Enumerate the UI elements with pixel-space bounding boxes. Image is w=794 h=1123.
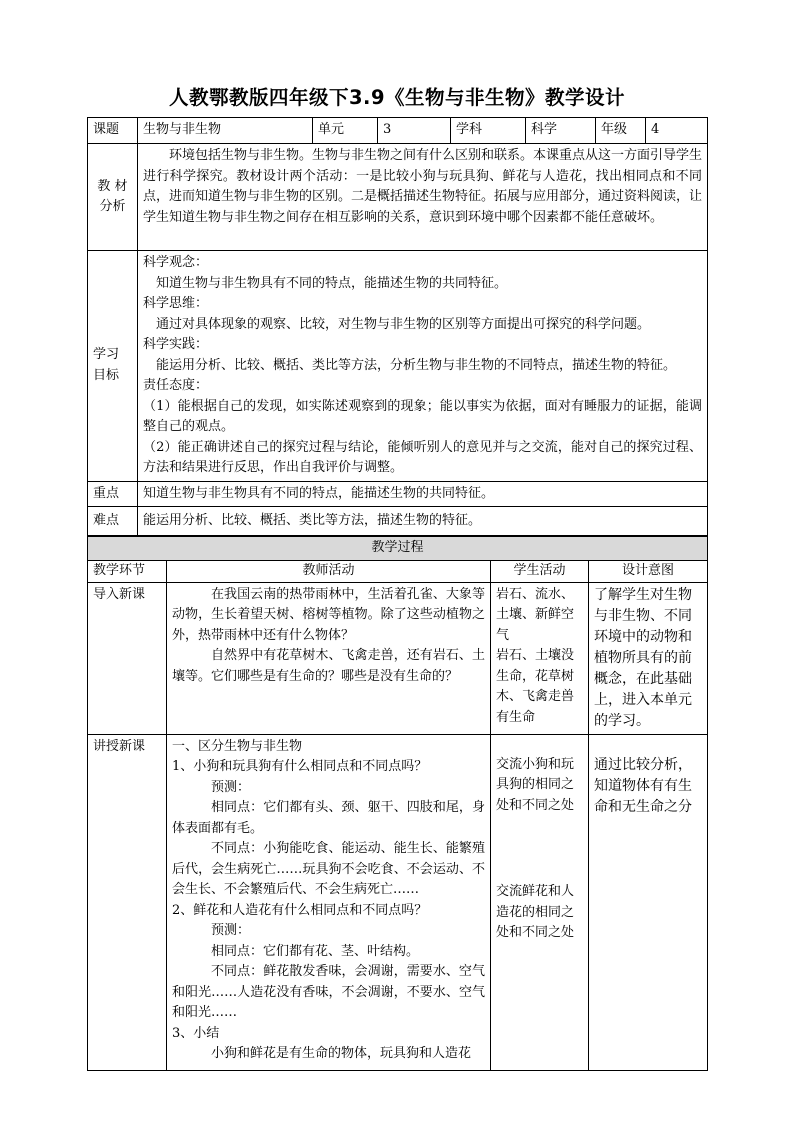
goal-text: （2）能正确讲述自己的探究过程与结论，能倾听别人的意见并与之交流，能对自己的探究过程、方法和结果进行反思，作出自我评价与调整。 <box>143 439 702 475</box>
subject-value: 科学 <box>526 118 596 144</box>
column-header: 教学环节 <box>88 560 167 582</box>
topic-label: 课题 <box>88 118 138 144</box>
goals-label: 学习 目标 <box>88 251 138 482</box>
process-table <box>87 536 708 1071</box>
grade-value: 4 <box>646 118 708 144</box>
goal-heading: 科学思维： <box>143 296 209 311</box>
analysis-label: 教 材 分析 <box>88 144 138 251</box>
goal-text: 通过对具体现象的观察、比较，对生物与非生物的区别等方面提出可探究的科学问题。 <box>156 316 651 332</box>
difficulty-label: 难点 <box>88 507 138 536</box>
process-header: 教学过程 <box>88 537 708 561</box>
goal-text: 知道生物与非生物具有不同的特点，能描述生物的共同特征。 <box>156 275 508 291</box>
goal-heading: 科学观念： <box>143 255 209 270</box>
unit-label: 单元 <box>313 118 378 144</box>
goal-text: （1）能根据自己的发现，如实陈述观察到的现象；能以事实为依据，面对有睡服力的证据，能调整自己的观点。 <box>143 398 702 434</box>
goal-text: 能运用分析、比较、概括、类比等方法，分析生物与非生物的不同特点，描述生物的特征。 <box>156 357 677 373</box>
stage-cell: 讲授新课 <box>88 734 167 1070</box>
teacher-cell: 一、区分生物与非生物 1、小狗和玩具狗有什么相同点和不同点吗？ 预测： 相同点：它们都有头、颈、躯干、四肢和尾，身体表面都有毛。 不同点：小狗能吃食、能运动、能生长、能繁殖后代，会生病死亡……玩具狗不会吃食、不会运动、不会生长、不会繁殖后代、不会生病死亡…… 2、鲜花和人造花有什么相同点和不同点吗？ 预测： 相同点：它们都有花、茎、叶结构。 不同点：鲜花散发香味，会凋谢，需要水、空气和阳光……人造花没有香味，不会凋谢，不要水、空气和阳光…… 3、小结 小狗和鲜花是有生命的物体，玩具狗和人造花 <box>167 734 491 1070</box>
overview-table <box>87 117 708 536</box>
table-row <box>88 582 708 734</box>
page-title: 人教鄂教版四年级下3.9《生物与非生物》教学设计 <box>168 86 626 109</box>
intent-cell: 了解学生对生物与非生物、不同环境中的动物和植物所具有的前概念，在此基础上，进入本单元的学习。 <box>589 582 708 734</box>
stage-cell: 导入新课 <box>88 582 167 734</box>
unit-value: 3 <box>378 118 451 144</box>
difficulty-text: 能运用分析、比较、概括、类比等方法，描述生物的特征。 <box>138 507 708 536</box>
student-cell: 交流小狗和玩具狗的相同之处和不同之处 交流鲜花和人造花的相同之处和不同之处 <box>491 734 589 1070</box>
subject-label: 学科 <box>451 118 526 144</box>
student-cell: 岩石、流水、土壤、新鲜空气 岩石、土壤没生命，花草树木、飞禽走兽有生命 <box>491 582 589 734</box>
goals-text <box>138 251 708 482</box>
column-header: 设计意图 <box>589 560 708 582</box>
table-row <box>88 734 708 1070</box>
key-text: 知道生物与非生物具有不同的特点，能描述生物的共同特征。 <box>138 481 708 507</box>
intent-cell: 通过比较分析，知道物体有有生命和无生命之分 <box>589 734 708 1070</box>
column-header: 学生活动 <box>491 560 589 582</box>
topic-value: 生物与非生物 <box>138 118 313 144</box>
key-label: 重点 <box>88 481 138 507</box>
goal-heading: 责任态度： <box>143 378 209 393</box>
goal-heading: 科学实践： <box>143 337 209 352</box>
analysis-text: 环境包括生物与非生物。生物与非生物之间有什么区别和联系。本课重点从这一方面引导学生进行科学探究。教材设计两个活动：一是比较小狗与玩具狗、鲜花与人造花，找出相同点和不同点，进而知道生物与非生物的区别。二是概括描述生物特征。拓展与应用部分，通过资料阅读，让学生知道生物与非生物之间存在相互影响的关系，意识到环境中哪个因素都不能任意破坏。 <box>138 144 708 251</box>
teacher-cell: 在我国云南的热带雨林中，生活着孔雀、大象等动物，生长着望天树、榕树等植物。除了这些动植物之外，热带雨林中还有什么物体？ 自然界中有花草树木、飞禽走兽，还有岩石、土壤等。它们哪些是有生命的？哪些是没有生命的？ <box>167 582 491 734</box>
column-header: 教师活动 <box>167 560 491 582</box>
grade-label: 年级 <box>596 118 646 144</box>
